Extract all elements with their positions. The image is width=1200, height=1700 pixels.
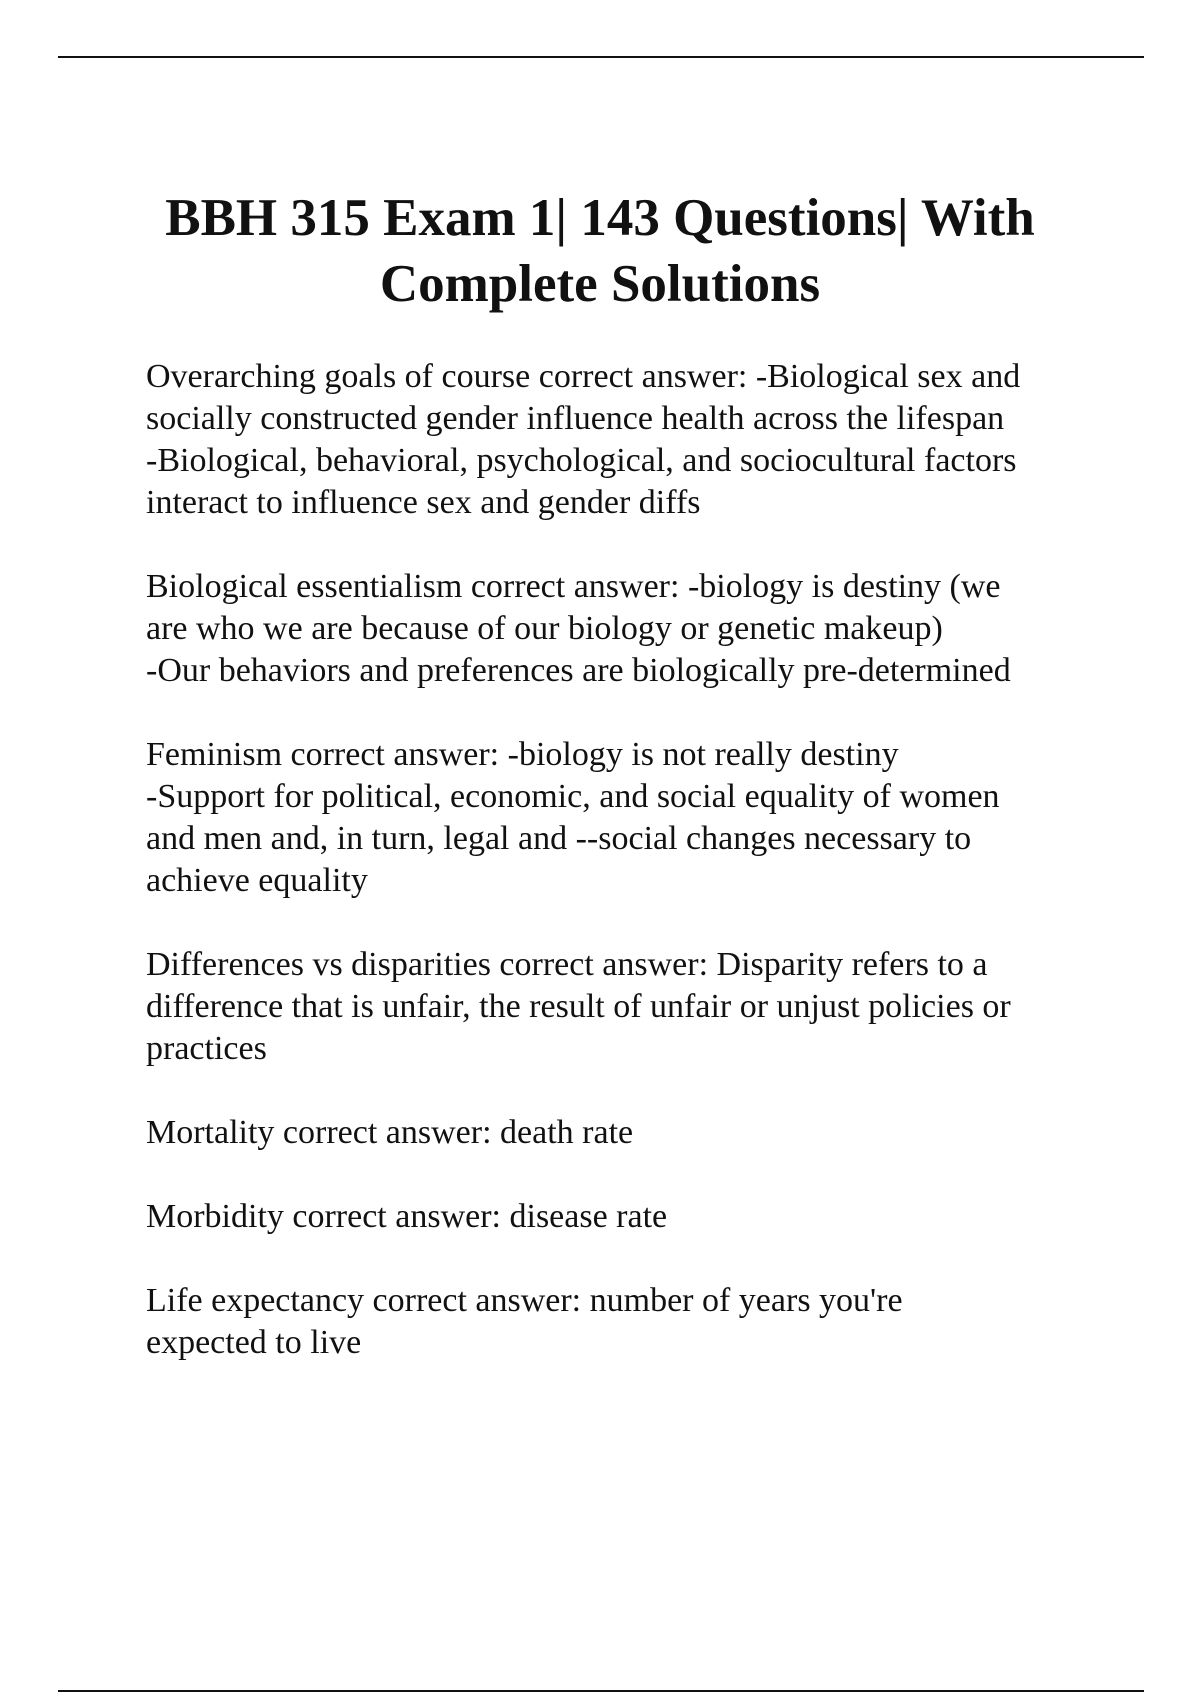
entry-text-line: Morbidity correct answer: disease rate (146, 1198, 668, 1235)
entry-text-line: expected to live (146, 1324, 362, 1361)
bottom-divider (58, 1690, 1144, 1692)
page-title (100, 185, 1100, 317)
entry-text-line: are who we are because of our biology or genetic makeup) (146, 610, 943, 647)
qa-entry-morbidity (146, 1196, 1146, 1238)
qa-entry-mortality (146, 1112, 1146, 1154)
entry-text-line: achieve equality (146, 862, 368, 899)
entry-text-line: -Support for political, economic, and social equality of women (146, 778, 1000, 815)
qa-entry-differences-vs-disparities (146, 944, 1146, 1070)
qa-entry-overarching-goals (146, 356, 1146, 524)
qa-list (146, 356, 1146, 1406)
entry-text-line: Life expectancy correct answer: number of years you're (146, 1282, 903, 1319)
qa-entry-feminism (146, 734, 1146, 902)
entry-text-line: -Our behaviors and preferences are biologically pre-determined (146, 652, 1011, 689)
entry-text-line: and men and, in turn, legal and --social changes necessary to (146, 820, 972, 857)
entry-text-line: Feminism correct answer: -biology is not really destiny (146, 736, 899, 773)
entry-text-line: difference that is unfair, the result of unfair or unjust policies or (146, 988, 1011, 1025)
entry-text-line: Differences vs disparities correct answer: Disparity refers to a (146, 946, 988, 983)
entry-text-line: socially constructed gender influence health across the lifespan (146, 400, 1005, 437)
entry-text-line: Biological essentialism correct answer: -biology is destiny (we (146, 568, 1001, 605)
title-line: Complete Solutions (379, 255, 821, 313)
entry-text-line: -Biological, behavioral, psychological, and sociocultural factors (146, 442, 1017, 479)
top-divider (58, 56, 1144, 58)
entry-text-line: Mortality correct answer: death rate (146, 1114, 634, 1151)
entry-text-line: practices (146, 1030, 267, 1067)
qa-entry-life-expectancy (146, 1280, 1146, 1364)
title-line: BBH 315 Exam 1| 143 Questions| With (165, 189, 1035, 247)
entry-text-line: interact to influence sex and gender diffs (146, 484, 701, 521)
qa-entry-biological-essentialism (146, 566, 1146, 692)
entry-text-line: Overarching goals of course correct answer: -Biological sex and (146, 358, 1021, 395)
